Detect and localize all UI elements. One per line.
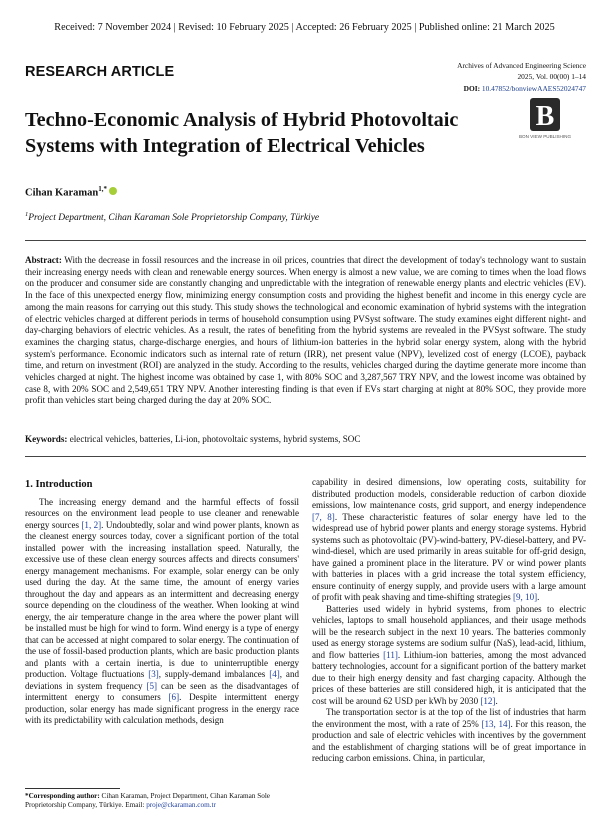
keywords-label: Keywords: bbox=[25, 434, 68, 444]
intro-paragraph-2: Batteries used widely in hybrid systems, from phones to electric vehicles, laptops to small household appliances, and their usage methods will be the research subject in the next 10 years. The batteries commonly used as energy storage systems are sodium sulfur (NaS), lead-acid, lithium, and flow batteries [11]. Lithium-ion batteries, among the most advanced battery technologies, account for a significant portion of the battery market due to their high energy density and fast charging capacity. Although the prices of these batteries are still considered high, it is anticipated that the cost will be around 62 USD per kWh by 2030 [12]. bbox=[312, 603, 586, 706]
author-name: Cihan Karaman bbox=[25, 187, 99, 199]
publisher-logo bbox=[510, 98, 586, 140]
title-line-1: Techno-Economic Analysis of Hybrid Photovoltaic bbox=[25, 109, 459, 131]
abstract-top-rule bbox=[25, 240, 586, 241]
affiliation-text: Project Department, Cihan Karaman Sole Proprietorship Company, Türkiye bbox=[28, 213, 320, 224]
footnote-rule bbox=[25, 788, 120, 789]
corresponding-author-footnote bbox=[25, 792, 299, 811]
keywords-text: electrical vehicles, batteries, Li-ion, photovoltaic systems, hybrid systems, SOC bbox=[69, 434, 361, 444]
doi-label: DOI: bbox=[463, 83, 481, 93]
citation-link[interactable]: [12] bbox=[480, 695, 496, 706]
affiliation-mark: 1 bbox=[25, 211, 29, 218]
citation-link[interactable]: [7, 8] bbox=[312, 511, 335, 522]
citation-link[interactable]: [4] bbox=[269, 669, 280, 679]
citation-link[interactable]: [5] bbox=[146, 680, 158, 691]
citation-link[interactable]: [6] bbox=[168, 692, 180, 702]
author-line bbox=[25, 185, 117, 199]
article-title bbox=[25, 107, 510, 159]
svg-text:BON VIEW PUBLISHING: BON VIEW PUBLISHING bbox=[518, 134, 572, 139]
affiliation bbox=[25, 211, 319, 223]
doi-line bbox=[330, 83, 586, 94]
abstract-text: With the decrease in fossil resources and the increase in oil prices, countries that direct the development of today's technology want to sustain their increasing energy needs with clean and renewable energy sources. When energy is almost a new value, we are coming to times when the load flows on the producer and consumer side are constantly changing and unpredictable with the integration of renewable energy plants and electric vehicles (EV). In the face of this unexpected energy flow, minimizing energy consumption costs and providing the highest benefit and income in this energy cycle are among the main reasons for carrying out this study. This study shows the technological and economic examination of hybrid systems with the integration of electric vehicles charged at different periods in terms of household consumption using PVSyst software. The study examines eight different night- and day-charging behaviors of electric vehicles. As a result, the rates of benefiting from the hybrid systems are revealed in the PVSyst software. The study examines the charging status, charge-discharge energies, and hours of lithium-ion batteries in the hybrid solar energy system, along with the hybrid system's performance. Economic indicators such as internal rate of return (IRR), net present value (NPV), levelized cost of energy (LCOE), payback time, and return on investment (ROI) are analyzed in the study. According to the results, vehicles charged during the daytime generate more income than vehicles charged at night. The highest income was obtained by case 1, with 80% SOC and 3,287,567 TRY NPV, and the lowest income was obtained by case 8, with 20% SOC and 2,549,651 TRY NPV. Another interesting finding is that even if EVs start charging at night at 80% SOC, they provide more profit than vehicles start being charged during the day at 20% SOC. bbox=[25, 255, 587, 406]
publisher-logo-icon bbox=[510, 98, 586, 140]
publication-dates: Received: 7 November 2024 | Revised: 10 February 2025 | Accepted: 26 February 2025 | Published online: 21 March 2025 bbox=[54, 22, 555, 33]
footnote-label: *Corresponding author: bbox=[25, 792, 100, 800]
svg-text:B: B bbox=[535, 101, 555, 132]
title-line-2: Systems with Integration of Electrical Vehicles bbox=[25, 135, 425, 157]
abstract-bottom-rule bbox=[25, 456, 586, 457]
keywords bbox=[25, 434, 586, 444]
left-column bbox=[25, 479, 300, 727]
citation-link[interactable]: [3] bbox=[148, 669, 159, 679]
journal-volume: 2025, Vol. 00(00) 1–14 bbox=[517, 72, 586, 82]
article-type-label: RESEARCH ARTICLE bbox=[25, 64, 175, 80]
intro-paragraph-1-cont: capability in desired dimensions, low operating costs, suitability for distributed production models, considerable reduction of carbon dioxide emissions, low maintenance costs, grid support, and energy independence [7, 8]. These characteristic features of solar energy have led to the widespread use of hybrid power plants and energy storage systems. Hybrid systems such as photovoltaic (PV)-wind-battery, PV-diesel-battery, and PV-wind-diesel, which are used primarily in areas suitable for off-grid design, have gained a prominent place in the literature. PV or wind power plants with batteries in places with a grid increase the total system efficiency, ensure continuity of energy supply, and provide users with a large amount of profit with peak shaving and time-shifting strategies [9, 10]. bbox=[312, 477, 586, 602]
doi-link[interactable]: 10.47852/bonviewAAES52024747 bbox=[481, 83, 586, 93]
author-email-link[interactable]: proje@ckaraman.com.tr bbox=[146, 801, 216, 810]
citation-link[interactable]: [13, 14] bbox=[481, 718, 511, 729]
footnote-text: Cihan Karaman, Project Department, Cihan Karaman Sole Proprietorship Company, Türkiye. Email: bbox=[25, 792, 271, 810]
intro-paragraph-3: The transportation sector is at the top of the list of industries that harm the environment the most, with a rate of 25% [13, 14]. For this reason, the production and sale of electric vehicles with incentives by the government and the establishment of charging stations will be of great importance in reducing carbon emissions. China, in particular, bbox=[312, 707, 586, 763]
journal-info bbox=[330, 60, 586, 94]
section-heading: 1. Introduction bbox=[25, 479, 93, 490]
citation-link[interactable]: [11] bbox=[383, 649, 398, 660]
abstract-label: Abstract: bbox=[25, 255, 62, 265]
right-column bbox=[312, 477, 586, 765]
journal-name: Archives of Advanced Engineering Science bbox=[457, 61, 586, 70]
citation-link[interactable]: [1, 2] bbox=[81, 519, 102, 530]
author-marks: 1,* bbox=[98, 185, 107, 193]
intro-paragraph-1: The increasing energy demand and the harmful effects of fossil resources on the environment lead people to use cleaner and renewable energy sources [1, 2]. Undoubtedly, solar and wind power plants, known as the cleanest energy sources today, cover a significant portion of the total installed power with the increasing installation speed. Naturally, the excessive use of these clean energy sources affects and directs consumers' energy management mechanisms. For example, solar energy can be only used during the day. At the same time, the amount of energy varies throughout the day and appears as an intermittent and decreasing energy source depending on the cloudiness of the weather. When looking at wind energy, the air temperature change in the area where the power plant will be installed must be high for wind to form. Wind energy is a type of energy that can be accessed at night compared to solar energy. The continuation of the use of fossil-based production plants, which are basic production plants and plants with a certain inertia, is due to uninterruptible energy production. Voltage fluctuations [3], supply-demand imbalances [4], and deviations in system frequency [5] can be seen as the disadvantages of intermittent energy to consumers [6]. Despite intermittent energy production, solar energy has made significant progress in the energy race with its predictability with calculation methods, design bbox=[25, 496, 300, 725]
orcid-icon[interactable] bbox=[109, 187, 117, 195]
citation-link[interactable]: [9, 10] bbox=[513, 592, 538, 602]
abstract bbox=[25, 255, 586, 407]
